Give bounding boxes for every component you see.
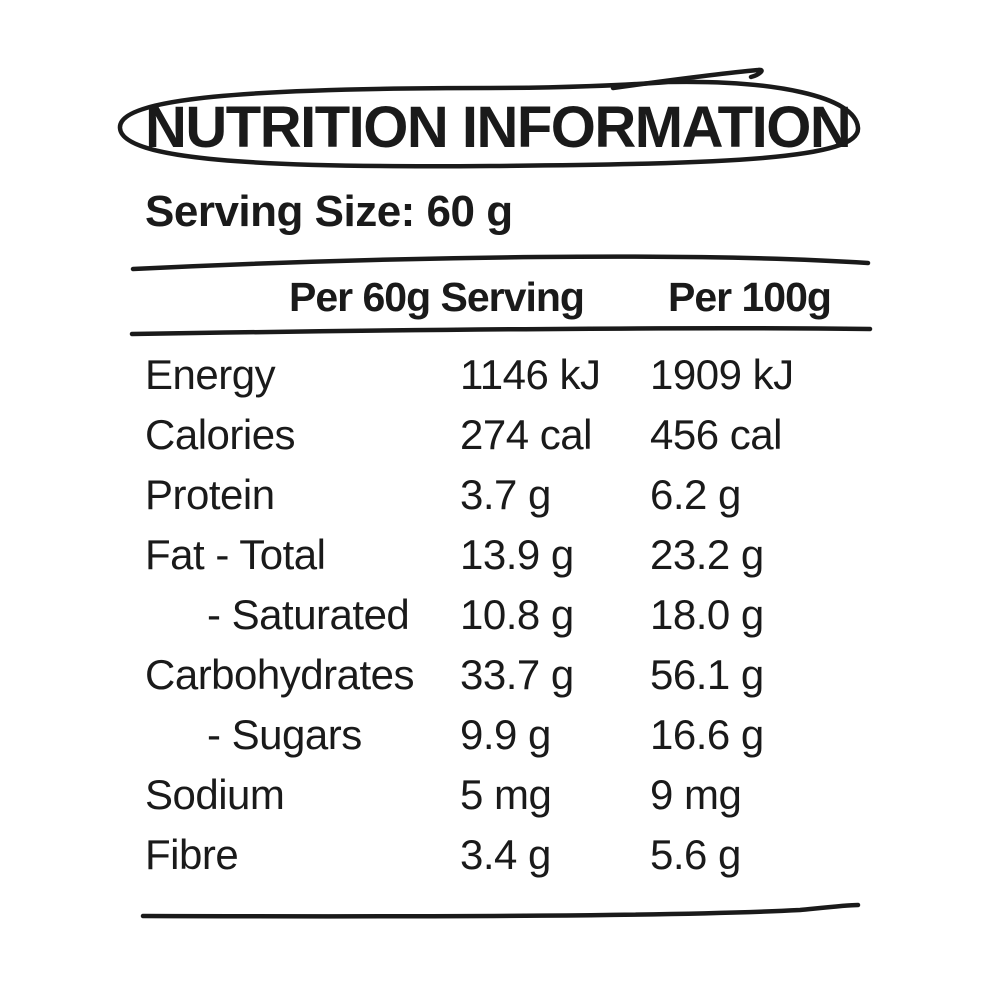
column-header-per-serving: Per 60g Serving — [289, 274, 584, 320]
per-serving-value: 5 mg — [460, 771, 552, 818]
per-100g-value: 16.6 g — [650, 711, 764, 758]
per-serving-value: 3.7 g — [460, 471, 551, 518]
nutrient-label: Sodium — [145, 771, 285, 818]
per-serving-value: 9.9 g — [460, 711, 551, 758]
per-100g-value: 5.6 g — [650, 831, 741, 878]
per-serving-value: 274 cal — [460, 411, 592, 458]
per-100g-value: 456 cal — [650, 411, 782, 458]
per-serving-value: 3.4 g — [460, 831, 551, 878]
table-row — [145, 765, 870, 825]
per-100g-value: 23.2 g — [650, 531, 764, 578]
per-serving-value: 1146 kJ — [460, 351, 601, 398]
table-row — [145, 345, 870, 405]
column-header-per-100g: Per 100g — [668, 274, 831, 320]
per-100g-value: 18.0 g — [650, 591, 764, 638]
table-rule-bottom — [143, 905, 858, 916]
nutrition-table — [145, 345, 870, 885]
table-rule-header — [132, 328, 870, 334]
page-title: NUTRITION INFORMATION — [145, 95, 851, 160]
nutrient-label: Energy — [145, 351, 276, 398]
table-rule-top — [133, 257, 868, 269]
table-row — [145, 585, 870, 645]
per-serving-value: 13.9 g — [460, 531, 574, 578]
per-100g-value: 1909 kJ — [650, 351, 794, 398]
per-100g-value: 6.2 g — [650, 471, 741, 518]
per-100g-value: 9 mg — [650, 771, 742, 818]
table-row — [145, 705, 870, 765]
serving-size-text: Serving Size: 60 g — [145, 187, 513, 236]
nutrient-label: Calories — [145, 411, 296, 458]
per-serving-value: 33.7 g — [460, 651, 574, 698]
nutrient-label: - Sugars — [207, 711, 362, 758]
per-serving-value: 10.8 g — [460, 591, 574, 638]
table-row — [145, 405, 870, 465]
table-row — [145, 825, 870, 885]
table-row — [145, 645, 870, 705]
table-row — [145, 465, 870, 525]
nutrient-label: - Saturated — [207, 591, 410, 638]
per-100g-value: 56.1 g — [650, 651, 764, 698]
nutrient-label: Fat - Total — [145, 531, 326, 578]
nutrient-label: Protein — [145, 471, 275, 518]
nutrient-label: Fibre — [145, 831, 239, 878]
table-row — [145, 525, 870, 585]
nutrient-label: Carbohydrates — [145, 651, 414, 698]
